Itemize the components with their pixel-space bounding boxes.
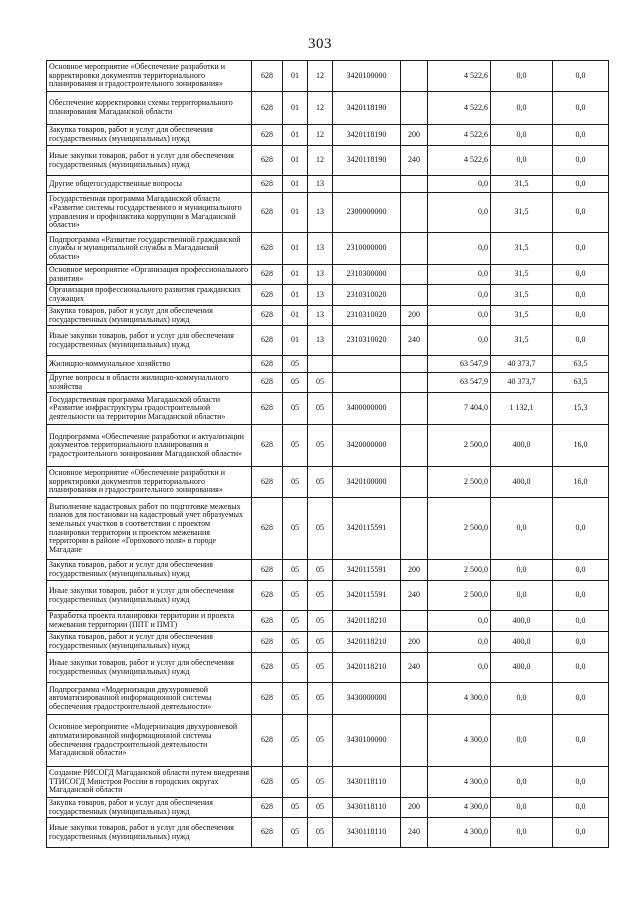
table-row [47,125,609,146]
target-article-cell: 3420118210 [333,632,401,653]
row-name-cell: Другие вопросы в области жилищно-коммунального хозяйства [47,373,252,393]
subsection-code-cell: 13 [308,306,333,326]
expense-type-cell: 240 [401,146,428,176]
amount-3-cell: 0,0 [553,61,609,92]
table-row [47,61,609,92]
section-code-cell: 01 [283,61,308,92]
subsection-code-cell: 05 [308,653,333,683]
section-code-cell: 05 [283,373,308,393]
ved-code-cell: 628 [252,193,283,233]
amount-1-cell: 4 522,6 [428,92,491,125]
expense-type-cell [401,715,428,767]
subsection-code-cell: 05 [308,425,333,467]
ved-code-cell: 628 [252,356,283,373]
subsection-code-cell: 05 [308,683,333,715]
subsection-code-cell [308,356,333,373]
section-code-cell: 05 [283,581,308,611]
row-name-cell: Иные закупки товаров, работ и услуг для обеспечения государственных (муниципальных) нужд [47,653,252,683]
target-article-cell: 3420115591 [333,560,401,581]
ved-code-cell: 628 [252,653,283,683]
section-code-cell: 05 [283,560,308,581]
ved-code-cell: 628 [252,798,283,818]
budget-table [46,60,609,848]
ved-code-cell: 628 [252,373,283,393]
amount-1-cell: 0,0 [428,176,491,193]
amount-2-cell: 0,0 [491,767,553,798]
target-article-cell: 2310310020 [333,306,401,326]
amount-3-cell: 0,0 [553,306,609,326]
subsection-code-cell: 05 [308,611,333,632]
row-name-cell: Государственная программа Магаданской области «Развитие системы государственного и муниципального управления и профилактика коррупции в Магаданской области» [47,193,252,233]
amount-2-cell: 31,5 [491,265,553,285]
amount-2-cell: 0,0 [491,798,553,818]
expense-type-cell [401,498,428,560]
row-name-cell: Другие общегосударственные вопросы [47,176,252,193]
section-code-cell: 05 [283,798,308,818]
amount-1-cell: 2 500,0 [428,425,491,467]
amount-3-cell: 0,0 [553,146,609,176]
table-row [47,92,609,125]
section-code-cell: 01 [283,146,308,176]
table-row [47,653,609,683]
amount-2-cell: 0,0 [491,818,553,848]
amount-1-cell: 63 547,9 [428,373,491,393]
amount-1-cell: 4 300,0 [428,798,491,818]
section-code-cell: 01 [283,92,308,125]
amount-1-cell: 4 522,6 [428,125,491,146]
subsection-code-cell: 13 [308,193,333,233]
amount-3-cell: 0,0 [553,767,609,798]
amount-1-cell: 2 500,0 [428,581,491,611]
subsection-code-cell: 05 [308,767,333,798]
row-name-cell: Создание РИСОГД Магаданской области путем внедрения ТТИСОГД Минстроя России в городских округах Магаданской области [47,767,252,798]
row-name-cell: Закупка товаров, работ и услуг для обеспечения государственных (муниципальных) нужд [47,125,252,146]
table-row [47,467,609,498]
amount-3-cell: 0,0 [553,176,609,193]
amount-2-cell: 0,0 [491,498,553,560]
table-row [47,560,609,581]
expense-type-cell: 200 [401,306,428,326]
target-article-cell: 3420118210 [333,653,401,683]
expense-type-cell [401,611,428,632]
amount-1-cell: 0,0 [428,653,491,683]
target-article-cell: 3420115591 [333,581,401,611]
amount-2-cell: 40 373,7 [491,373,553,393]
amount-1-cell: 4 522,6 [428,61,491,92]
amount-3-cell: 16,0 [553,425,609,467]
target-article-cell: 3430100000 [333,715,401,767]
expense-type-cell [401,356,428,373]
amount-1-cell: 63 547,9 [428,356,491,373]
amount-3-cell: 0,0 [553,125,609,146]
amount-3-cell: 0,0 [553,92,609,125]
ved-code-cell: 628 [252,125,283,146]
row-name-cell: Закупка товаров, работ и услуг для обеспечения государственных (муниципальных) нужд [47,632,252,653]
amount-1-cell: 0,0 [428,611,491,632]
table-row [47,265,609,285]
subsection-code-cell: 05 [308,560,333,581]
section-code-cell: 05 [283,767,308,798]
section-code-cell: 05 [283,356,308,373]
subsection-code-cell: 12 [308,146,333,176]
amount-2-cell: 0,0 [491,560,553,581]
amount-3-cell: 0,0 [553,715,609,767]
target-article-cell: 2310000000 [333,233,401,265]
table-row [47,356,609,373]
ved-code-cell: 628 [252,92,283,125]
amount-2-cell: 31,5 [491,233,553,265]
row-name-cell: Основное мероприятие «Организация профессионального развития» [47,265,252,285]
target-article-cell [333,373,401,393]
target-article-cell: 3420000000 [333,425,401,467]
subsection-code-cell: 13 [308,326,333,356]
expense-type-cell: 240 [401,326,428,356]
section-code-cell: 05 [283,498,308,560]
amount-2-cell: 40 373,7 [491,356,553,373]
ved-code-cell: 628 [252,498,283,560]
subsection-code-cell: 05 [308,498,333,560]
amount-2-cell: 31,5 [491,193,553,233]
target-article-cell: 2310300000 [333,265,401,285]
target-article-cell: 3430118110 [333,798,401,818]
section-code-cell: 05 [283,818,308,848]
amount-1-cell: 2 500,0 [428,560,491,581]
amount-3-cell: 0,0 [553,611,609,632]
subsection-code-cell: 13 [308,176,333,193]
target-article-cell: 3420100000 [333,467,401,498]
row-name-cell: Подпрограмма «Модернизация двухуровневой автоматизированной информационной системы обеспечения градостроительной деятельности» [47,683,252,715]
amount-3-cell: 0,0 [553,632,609,653]
target-article-cell: 2300000000 [333,193,401,233]
table-row [47,498,609,560]
ved-code-cell: 628 [252,425,283,467]
table-row [47,176,609,193]
amount-1-cell: 0,0 [428,306,491,326]
amount-3-cell: 0,0 [553,653,609,683]
amount-2-cell: 0,0 [491,715,553,767]
ved-code-cell: 628 [252,467,283,498]
section-code-cell: 01 [283,176,308,193]
amount-3-cell: 0,0 [553,798,609,818]
amount-3-cell: 0,0 [553,560,609,581]
table-row [47,146,609,176]
table-row [47,233,609,265]
amount-3-cell: 0,0 [553,265,609,285]
expense-type-cell [401,61,428,92]
amount-3-cell: 63,5 [553,356,609,373]
table-row [47,306,609,326]
target-article-cell: 3420118210 [333,611,401,632]
amount-2-cell: 31,5 [491,176,553,193]
amount-1-cell: 7 404,0 [428,393,491,425]
ved-code-cell: 628 [252,233,283,265]
amount-3-cell: 0,0 [553,326,609,356]
amount-2-cell: 31,5 [491,285,553,306]
target-article-cell: 3430000000 [333,683,401,715]
table-row [47,373,609,393]
target-article-cell: 3430118110 [333,767,401,798]
amount-2-cell: 400,0 [491,611,553,632]
amount-2-cell: 400,0 [491,467,553,498]
row-name-cell: Основное мероприятие «Обеспечение разработки и корректировки документов территориального планирования и градостроительного зонирования» [47,61,252,92]
section-code-cell: 01 [283,306,308,326]
row-name-cell: Иные закупки товаров, работ и услуг для обеспечения государственных (муниципальных) нужд [47,581,252,611]
expense-type-cell [401,176,428,193]
expense-type-cell [401,767,428,798]
ved-code-cell: 628 [252,611,283,632]
amount-1-cell: 4 300,0 [428,683,491,715]
subsection-code-cell: 13 [308,233,333,265]
table-row [47,285,609,306]
amount-3-cell: 0,0 [553,285,609,306]
expense-type-cell [401,425,428,467]
amount-3-cell: 0,0 [553,193,609,233]
expense-type-cell: 200 [401,632,428,653]
row-name-cell: Основное мероприятие «Обеспечение разработки и корректировки документов территориального планирования и градостроительного зонирования» [47,467,252,498]
subsection-code-cell: 13 [308,265,333,285]
row-name-cell: Закупка товаров, работ и услуг для обеспечения государственных (муниципальных) нужд [47,798,252,818]
section-code-cell: 01 [283,233,308,265]
ved-code-cell: 628 [252,767,283,798]
amount-1-cell: 2 500,0 [428,467,491,498]
ved-code-cell: 628 [252,715,283,767]
row-name-cell: Иные закупки товаров, работ и услуг для обеспечения государственных (муниципальных) нужд [47,146,252,176]
ved-code-cell: 628 [252,818,283,848]
amount-1-cell: 4 522,6 [428,146,491,176]
ved-code-cell: 628 [252,61,283,92]
page-number: 303 [308,36,332,52]
subsection-code-cell: 05 [308,715,333,767]
ved-code-cell: 628 [252,393,283,425]
expense-type-cell [401,393,428,425]
ved-code-cell: 628 [252,146,283,176]
amount-1-cell: 2 500,0 [428,498,491,560]
expense-type-cell: 240 [401,653,428,683]
expense-type-cell [401,233,428,265]
subsection-code-cell: 13 [308,285,333,306]
row-name-cell: Выполнение кадастровых работ по подготовке межевых планов для постановки на кадастровый учет образуемых земельных участков в соответствии с проектом планировки территории и проектом межевания территории в районе «Горохового поля» в городе Магадане [47,498,252,560]
amount-2-cell: 0,0 [491,61,553,92]
section-code-cell: 05 [283,683,308,715]
amount-2-cell: 31,5 [491,306,553,326]
expense-type-cell [401,683,428,715]
amount-3-cell: 0,0 [553,818,609,848]
ved-code-cell: 628 [252,632,283,653]
expense-type-cell [401,193,428,233]
table-body [47,61,609,848]
subsection-code-cell: 05 [308,798,333,818]
target-article-cell: 3420118190 [333,146,401,176]
target-article-cell: 3420100000 [333,61,401,92]
amount-2-cell: 400,0 [491,632,553,653]
table-row [47,683,609,715]
ved-code-cell: 628 [252,176,283,193]
row-name-cell: Разработка проекта планировки территории и проекта межевания территории (ППТ и ПМТ) [47,611,252,632]
row-name-cell: Иные закупки товаров, работ и услуг для обеспечения государственных (муниципальных) нужд [47,818,252,848]
table-row [47,632,609,653]
row-name-cell: Обеспечение корректировки схемы территориального планирования Магаданской области [47,92,252,125]
table-row [47,611,609,632]
row-name-cell: Подпрограмма «Обеспечение разработки и актуализации документов территориального планирования и градостроительного зонирования Магаданской области» [47,425,252,467]
table-row [47,818,609,848]
table-row [47,798,609,818]
row-name-cell: Основное мероприятие «Модернизация двухуровневой автоматизированной информационной системы обеспечения градостроительной деятельности Магаданской области» [47,715,252,767]
amount-3-cell: 0,0 [553,498,609,560]
row-name-cell: Закупка товаров, работ и услуг для обеспечения государственных (муниципальных) нужд [47,306,252,326]
subsection-code-cell: 12 [308,92,333,125]
section-code-cell: 05 [283,467,308,498]
expense-type-cell: 200 [401,798,428,818]
amount-1-cell: 0,0 [428,233,491,265]
amount-3-cell: 0,0 [553,581,609,611]
expense-type-cell: 200 [401,560,428,581]
amount-1-cell: 0,0 [428,193,491,233]
subsection-code-cell: 12 [308,125,333,146]
target-article-cell [333,176,401,193]
target-article-cell: 3420115591 [333,498,401,560]
target-article-cell: 2310310020 [333,285,401,306]
ved-code-cell: 628 [252,326,283,356]
target-article-cell [333,356,401,373]
table-row [47,326,609,356]
expense-type-cell: 240 [401,818,428,848]
amount-3-cell: 0,0 [553,683,609,715]
expense-type-cell [401,265,428,285]
amount-2-cell: 0,0 [491,581,553,611]
subsection-code-cell: 05 [308,581,333,611]
section-code-cell: 01 [283,265,308,285]
target-article-cell: 3430118110 [333,818,401,848]
target-article-cell: 3420118190 [333,92,401,125]
expense-type-cell [401,467,428,498]
table-row [47,715,609,767]
amount-2-cell: 0,0 [491,683,553,715]
expense-type-cell [401,373,428,393]
section-code-cell: 05 [283,393,308,425]
amount-1-cell: 4 300,0 [428,818,491,848]
subsection-code-cell: 05 [308,632,333,653]
subsection-code-cell: 05 [308,373,333,393]
section-code-cell: 01 [283,326,308,356]
section-code-cell: 05 [283,715,308,767]
table-row [47,767,609,798]
table-row [47,393,609,425]
ved-code-cell: 628 [252,683,283,715]
amount-2-cell: 31,5 [491,326,553,356]
amount-2-cell: 400,0 [491,653,553,683]
table-row [47,193,609,233]
amount-1-cell: 0,0 [428,265,491,285]
table-row [47,425,609,467]
subsection-code-cell: 12 [308,61,333,92]
expense-type-cell: 200 [401,125,428,146]
section-code-cell: 05 [283,632,308,653]
amount-2-cell: 0,0 [491,146,553,176]
amount-3-cell: 15,3 [553,393,609,425]
amount-3-cell: 63,5 [553,373,609,393]
ved-code-cell: 628 [252,265,283,285]
amount-1-cell: 0,0 [428,285,491,306]
amount-2-cell: 0,0 [491,92,553,125]
amount-1-cell: 0,0 [428,326,491,356]
ved-code-cell: 628 [252,560,283,581]
row-name-cell: Государственная программа Магаданской области «Развитие инфраструктуры градостроительной деятельности на территории Магаданской области» [47,393,252,425]
table-row [47,581,609,611]
subsection-code-cell: 05 [308,393,333,425]
expense-type-cell: 240 [401,581,428,611]
target-article-cell: 3400000000 [333,393,401,425]
subsection-code-cell: 05 [308,818,333,848]
amount-3-cell: 16,0 [553,467,609,498]
ved-code-cell: 628 [252,581,283,611]
section-code-cell: 01 [283,125,308,146]
row-name-cell: Иные закупки товаров, работ и услуг для обеспечения государственных (муниципальных) нужд [47,326,252,356]
section-code-cell: 05 [283,653,308,683]
ved-code-cell: 628 [252,306,283,326]
row-name-cell: Закупка товаров, работ и услуг для обеспечения государственных (муниципальных) нужд [47,560,252,581]
amount-1-cell: 0,0 [428,632,491,653]
row-name-cell: Жилищно-коммунальное хозяйство [47,356,252,373]
amount-1-cell: 4 300,0 [428,767,491,798]
amount-3-cell: 0,0 [553,233,609,265]
amount-2-cell: 1 132,1 [491,393,553,425]
amount-2-cell: 0,0 [491,125,553,146]
section-code-cell: 05 [283,611,308,632]
amount-2-cell: 400,0 [491,425,553,467]
row-name-cell: Подпрограмма «Развитие государственной гражданской службы и муниципальной службы в Магаданской области» [47,233,252,265]
ved-code-cell: 628 [252,285,283,306]
amount-1-cell: 4 300,0 [428,715,491,767]
target-article-cell: 3420118190 [333,125,401,146]
target-article-cell: 2310310020 [333,326,401,356]
subsection-code-cell: 05 [308,467,333,498]
section-code-cell: 01 [283,193,308,233]
expense-type-cell [401,92,428,125]
section-code-cell: 01 [283,285,308,306]
expense-type-cell [401,285,428,306]
section-code-cell: 05 [283,425,308,467]
row-name-cell: Организация профессионального развития гражданских служащих [47,285,252,306]
